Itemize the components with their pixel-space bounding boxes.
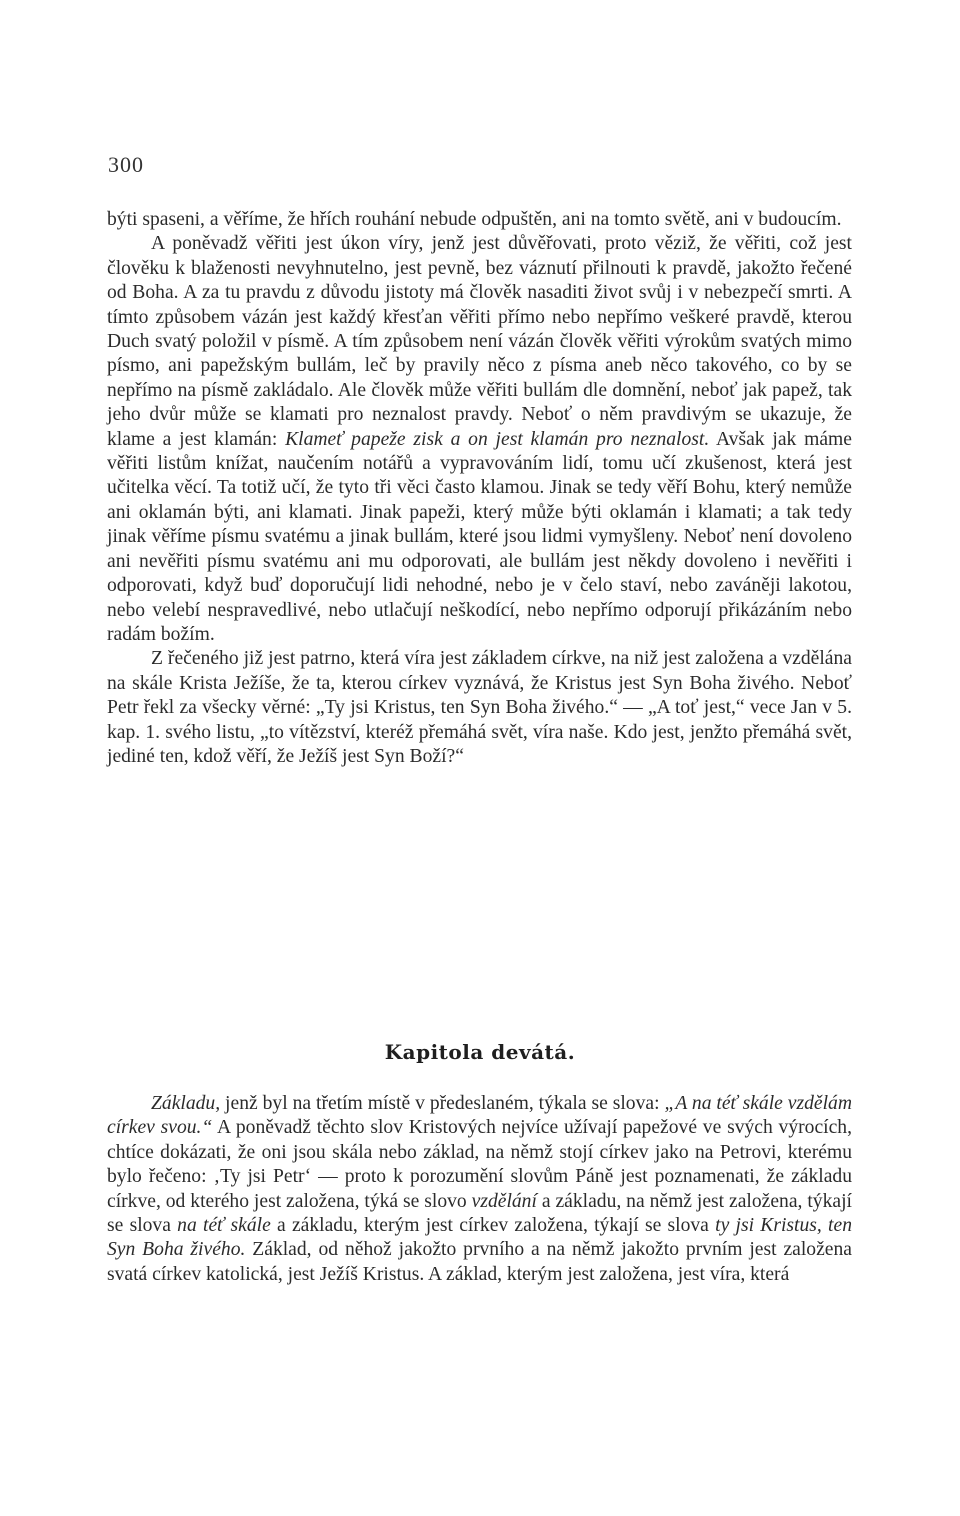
- text-run: a základu, na němž jest založena, týkají se slova: [107, 1190, 852, 1237]
- italic-text: vzdělání: [471, 1190, 537, 1212]
- paragraph: [107, 647, 852, 769]
- text-run: Základ, od něhož jakožto prvního a na němž jakožto prvním jest založena svatá církev katolická, jest Ježíš Kristus. A základ, kterým jest založena, jest víra, která: [107, 1239, 852, 1285]
- italic-text: Klameť papeže zisk a on jest klamán pro neznalost.: [285, 428, 710, 450]
- text-run: A poněvadž těchto slov Kristových nejvíce užívají papežové ve svých výrocích, chtíce dokázati, že oni jsou skála nebo základ, na němž stojí církev jako na Petrovi, kterému bylo řečeno: ‚Ty jsi Petr‘ — proto k porozumění slovům Páně jest poznamenati, že základu církve, od kterého jest založena, týká se slovo: [107, 1117, 852, 1212]
- body-text-bottom: [107, 1092, 852, 1287]
- text-run: jenž byl na třetím místě v předeslaném, týkala se slova:: [220, 1093, 665, 1114]
- italic-text: ty jsi Kristus, ten Syn Boha živého.: [107, 1215, 852, 1261]
- paragraph: [107, 208, 852, 232]
- italic-text: na téť skále: [177, 1215, 271, 1237]
- text-run: Z řečeného již jest patrno, která víra jest základem církve, na niž jest založena a vzdělána na skále Krista Ježíše, že ta, kterou církev vyznává, že Kristus jest Syn Boha živého. Neboť Petr řekl za všecky věrné: „Ty jsi Kristus, ten Syn Boha živého.“ — „A toť jest,“ vece Jan v 5. kap. 1. svého listu, „to vítězství, kteréž přemáhá svět, víra naše. Kdo jest, jenžto přemáhá svět, jediné ten, kdož věří, že Ježíš jest Syn Boží?“: [107, 648, 852, 767]
- text-run: A poněvadž věřiti jest úkon víry, jenž jest důvěřovati, proto věziž, že věřiti, což jest člověku k blaženosti nevyhnutelno, jest pevně, bez váznutí přilnouti k pravdě, jakožto řečené od Boha. A za tu pravdu z důvodu jistoty má člověk nasaditi život svůj i v nebezpečí smrti. A tímto způsobem vázán jest každý křesťan věřiti přímo nebo nepřímo veškeré pravdě, kterou Duch svatý položil v písmě. A tím způsobem není vázán člověk věřiti výrokům svatých mimo písmo, ani papežským bullám, leč by pravily něco z písma aneb něco takového, co by se nepřímo na písmě zakládalo. Ale člověk může věřiti bullám dle domnění, neboť jak papež, tak jeho dvůr může se klamati pro neznalost pravdy. Neboť o něm pravdivým se ukazuje, že klame a jest klamán:: [107, 233, 852, 450]
- text-run: Avšak jak máme věřiti listům knížat, naučením notářů a vypravováním lidí, tomu učí zkušenost, která jest učitelka věcí. Ta totiž učí, že tyto tři věci často klamou. Jinak se tedy věří Bohu, který nemůže ani oklamán býti, ani klamati. Jinak papeži, který může býti oklamán i klamati; a tak tedy jinak věříme písmu svatému a jinak bullám, které jsou lidmi vymyšleny. Neboť není dovoleno ani nevěřiti písmu svatému ani mu odporovati, ale bullám jest někdy dovoleno i nevěřiti i odporovati, když buď doporučují lidi nehodné, nebo je v čelo staví, nebo zaváněji lakotou, nebo velebí nespravedlivé, nebo utlačují neškodící, nebo nepřímo odporují přikázáním nebo radám božím.: [107, 428, 852, 645]
- italic-text: Základu,: [151, 1093, 221, 1114]
- text-run: býti spaseni, a věříme, že hřích rouhání nebude odpuštěn, ani na tomto světě, ani v budoucím.: [107, 209, 842, 230]
- chapter-heading: Kapitola devátá.: [384, 1040, 576, 1064]
- text-run: a základu, kterým jest církev založena, týkají se slova: [270, 1215, 716, 1237]
- italic-text: „A na téť skále vzdělám církev svou.“: [107, 1093, 853, 1139]
- paragraph: [107, 1092, 852, 1287]
- paragraph: [107, 232, 852, 647]
- page-number: 300: [108, 152, 144, 177]
- body-text-top: [107, 208, 852, 769]
